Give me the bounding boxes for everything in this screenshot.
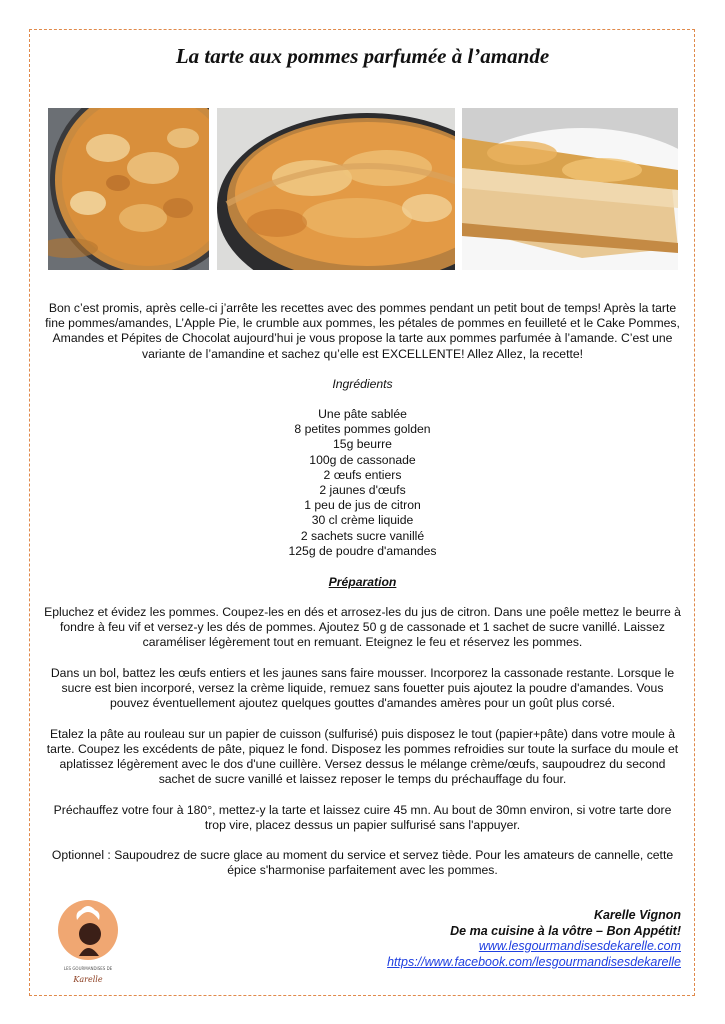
preparation-heading: Préparation	[328, 575, 397, 589]
ingredient-item: 1 peu de jus de citron	[304, 498, 421, 513]
ingredient-item: 100g de cassonade	[309, 452, 416, 467]
preparation-step: Etalez la pâte au rouleau sur un papier de cuisson (sulfurisé) puis disposez le tout (papier+pâte) dans votre moule à tarte. Coupez les excédents de pâte, piquez le fond. Disposez les pommes refroidies sur toute la surface du moule et aplatissez légèrement avec le dos d'une cuillère. Versez dessus le mélange crème/œufs, saupoudrez du second sachet de sucre vanillé et laissez reposer le temps du préchauffage du four.	[46, 726, 679, 787]
ingredient-item: 2 œufs entiers	[323, 467, 402, 482]
ingredients-list	[44, 407, 681, 559]
ingredient-item: 125g de poudre d'amandes	[288, 543, 437, 558]
brand-logo	[55, 898, 121, 990]
tagline: De ma cuisine à la vôtre – Bon Appétit!	[450, 923, 681, 938]
ingredients-heading: Ingrédients	[332, 377, 393, 391]
svg-text:LES GOURMANDISES DE: LES GOURMANDISES DE	[63, 966, 113, 971]
preparation-step: Epluchez et évidez les pommes. Coupez-les en dés et arrosez-les du jus de citron. Dans une poêle mettez le beurre à fondre à feu vif et versez-y les dés de pommes. Ajoutez 50 g de cassonade et 1 sachet de sucre vanillé. Laissez caraméliser légèrement tout en remuant. Eteignez le feu et réservez les pommes.	[44, 605, 681, 650]
tart-slice-photo	[462, 108, 678, 270]
ingredient-item: 2 sachets sucre vanillé	[300, 528, 425, 543]
preparation-step: Préchauffez votre four à 180°, mettez-y la tarte et laissez cuire 45 mn. Au bout de 30mn environ, si votre tarte dore trop vire, placez dessus un papier sulfurisé sans l'appuyer.	[53, 802, 672, 832]
facebook-link[interactable]: https://www.facebook.com/lesgourmandisesdekarelle	[387, 954, 681, 969]
tart-photo-side-view	[217, 108, 455, 270]
ingredient-item: 30 cl crème liquide	[311, 513, 414, 528]
ingredient-item: 15g beurre	[333, 437, 392, 452]
ingredient-item: 2 jaunes d'œufs	[319, 483, 406, 498]
preparation-step: Optionnel : Saupoudrez de sucre glace au moment du service et servez tiède. Pour les amateurs de cannelle, cette épice s'harmonise parfaitement avec les pommes.	[51, 848, 674, 878]
author-name: Karelle Vignon	[593, 908, 681, 922]
preparation-steps	[44, 605, 681, 894]
intro-paragraph: Bon c’est promis, après celle-ci j’arrête les recettes avec des pommes pendant un petit bout de temps! Après la tarte fine pommes/amandes, L’Apple Pie, le crumble aux pommes, les pétales de pommes en feuilleté et le Cake Pommes, Amandes et Pépites de Chocolat aujourd’hui je vous propose la tarte aux pommes parfumée à l’amande. C’est une variante de l’amandine et sachez qu’elle est EXCELLENTE! Allez Allez, la recette!	[45, 301, 680, 361]
ingredient-item: 8 petites pommes golden	[294, 422, 431, 437]
preparation-step: Dans un bol, battez les œufs entiers et les jaunes sans faire mousser. Incorporez la cassonade restante. Lorsque le sucre est bien incorporé, versez la crème liquide, remuez sans fouetter puis ajoutez la poudre d'amandes. Vous pouvez éventuellement ajoutez quelques gouttes d'amandes amères pour un goût plus corsé.	[50, 665, 675, 711]
svg-text:Karelle: Karelle	[73, 975, 103, 984]
ingredient-item: Une pâte sablée	[318, 407, 407, 421]
website-link[interactable]: www.lesgourmandisesdekarelle.com	[478, 939, 681, 953]
signature-block	[387, 908, 681, 970]
tart-photo-top-view	[48, 108, 209, 270]
page-title: La tarte aux pommes parfumée à l’amande	[175, 44, 550, 68]
